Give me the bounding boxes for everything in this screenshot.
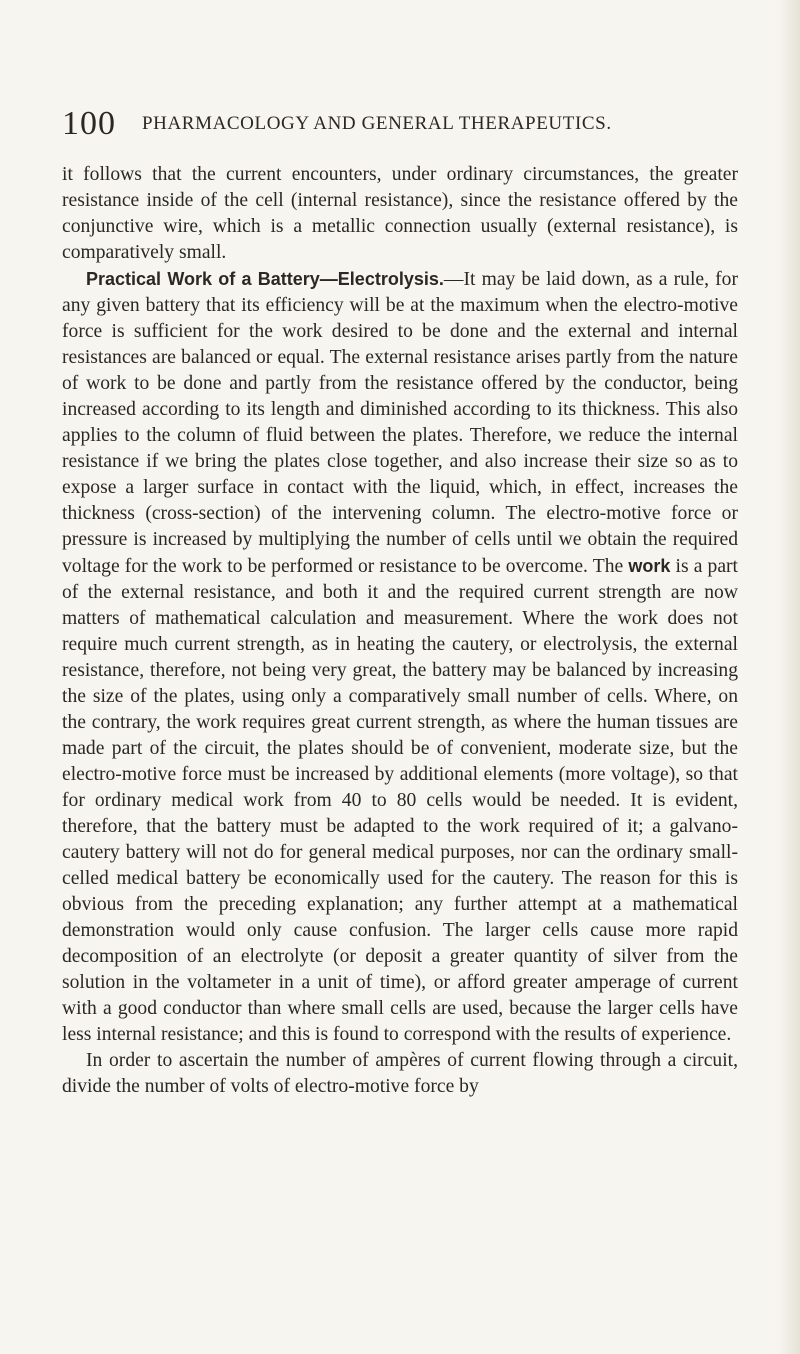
emphasis-work: work: [628, 556, 671, 576]
paragraph-practical-work: [62, 266, 738, 1048]
page-edge-shadow: [778, 0, 800, 1354]
section-heading: Practical Work of a Battery—Electrolysis.: [86, 269, 444, 289]
paragraph-amperes: In order to ascertain the number of ampères of current flowing through a circuit, divide the number of volts of electro-motive force by: [62, 1050, 738, 1097]
running-title: PHARMACOLOGY AND GENERAL THERAPEUTICS.: [142, 113, 612, 134]
paragraph-text-continued: is a part of the external resistance, and both it and the required current strength are now matters of mathematical calculation and measurement. Where the work does not require much current strength, as in heating the cautery, or electrolysis, the external resistance, therefore, not being very great, the battery may be balanced by increasing the size of the plates, using only a comparatively small number of cells. Where, on the contrary, the work requires great current strength, as where the human tissues are made part of the circuit, the plates should be of convenient, moderate size, but the electro-motive force must be increased by additional elements (more voltage), so that for ordinary medical work from 40 to 80 cells would be needed. It is evident, therefore, that the battery must be adapted to the work required of it; a galvano-cautery battery will not do for general medical purposes, nor can the ordinary small-celled medical battery be economically used for the cautery. The reason for this is obvious from the preceding explanation; any further attempt at a mathematical demonstration would only cause confusion. The larger cells cause more rapid decomposition of an electrolyte (or deposit a greater quantity of silver from the solution in the voltameter in a unit of time), or afford greater amperage of current with a good conductor than where small cells are used, because the larger cells have less internal resistance; and this is found to correspond with the results of experience.: [62, 556, 738, 1045]
paragraph-continued: it follows that the current encounters, under ordinary circumstances, the greater resistance inside of the cell (internal resistance), since the resistance offered by the conjunctive wire, which is a metallic connection usually (external resistance), is comparatively small.: [62, 164, 738, 263]
page-number: 100: [62, 105, 116, 142]
running-head: [62, 104, 742, 144]
body-text: [62, 162, 738, 1100]
paragraph-text: —It may be laid down, as a rule, for any given battery that its efficiency will be at the maximum when the electro-motive force is sufficient for the work desired to be done and the external and internal resistances are balanced or equal. The external resistance arises partly from the nature of work to be done and partly from the resistance offered by the conductor, being increased according to its length and diminished according to its thickness. This also applies to the column of fluid between the plates. Therefore, we reduce the internal resistance if we bring the plates close together, and also increase their size so as to expose a larger surface in contact with the liquid, which, in effect, increases the thickness (cross-section) of the intervening column. The electro-motive force or pressure is increased by multiplying the number of cells until we obtain the required voltage for the work to be performed or resistance to be overcome. The: [62, 269, 739, 577]
